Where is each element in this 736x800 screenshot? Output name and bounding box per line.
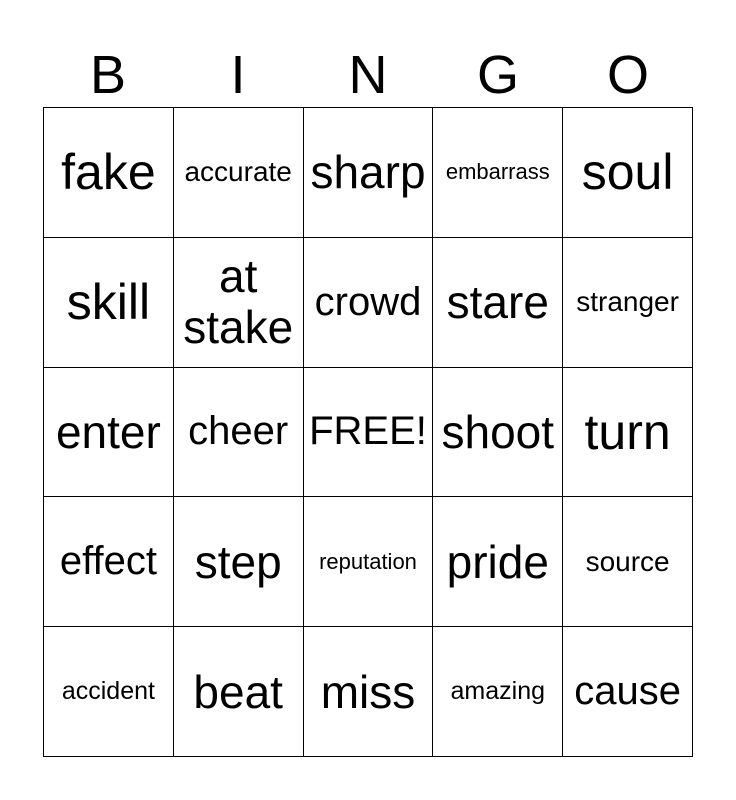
bingo-card-grid — [43, 107, 693, 757]
bingo-cell[interactable]: step — [174, 497, 304, 627]
bingo-cell[interactable]: embarrass — [433, 108, 563, 238]
bingo-cell[interactable]: pride — [433, 497, 563, 627]
bingo-cell[interactable]: cheer — [174, 368, 304, 498]
bingo-cell[interactable]: shoot — [433, 368, 563, 498]
bingo-cell[interactable]: at stake — [174, 238, 304, 368]
header-letter-i: I — [230, 45, 246, 105]
bingo-cell[interactable]: skill — [44, 238, 174, 368]
bingo-cell[interactable]: reputation — [304, 497, 434, 627]
header-letter-n: N — [348, 45, 388, 105]
bingo-cell[interactable]: enter — [44, 368, 174, 498]
bingo-cell[interactable]: stare — [433, 238, 563, 368]
bingo-cell[interactable]: turn — [563, 368, 693, 498]
bingo-cell[interactable]: fake — [44, 108, 174, 238]
bingo-cell[interactable]: miss — [304, 627, 434, 757]
bingo-cell[interactable]: crowd — [304, 238, 434, 368]
bingo-cell[interactable]: source — [563, 497, 693, 627]
header-letter-o: O — [606, 45, 649, 105]
bingo-cell[interactable]: effect — [44, 497, 174, 627]
bingo-cell[interactable]: stranger — [563, 238, 693, 368]
free-space-cell[interactable]: FREE! — [304, 368, 434, 498]
bingo-cell[interactable]: sharp — [304, 108, 434, 238]
bingo-cell[interactable]: amazing — [433, 627, 563, 757]
bingo-cell[interactable]: accurate — [174, 108, 304, 238]
bingo-cell[interactable]: cause — [563, 627, 693, 757]
header-letter-b: B — [89, 45, 127, 105]
bingo-cell[interactable]: soul — [563, 108, 693, 238]
header-letter-g: G — [476, 45, 519, 105]
bingo-header — [43, 44, 693, 106]
bingo-cell[interactable]: accident — [44, 627, 174, 757]
bingo-cell[interactable]: beat — [174, 627, 304, 757]
